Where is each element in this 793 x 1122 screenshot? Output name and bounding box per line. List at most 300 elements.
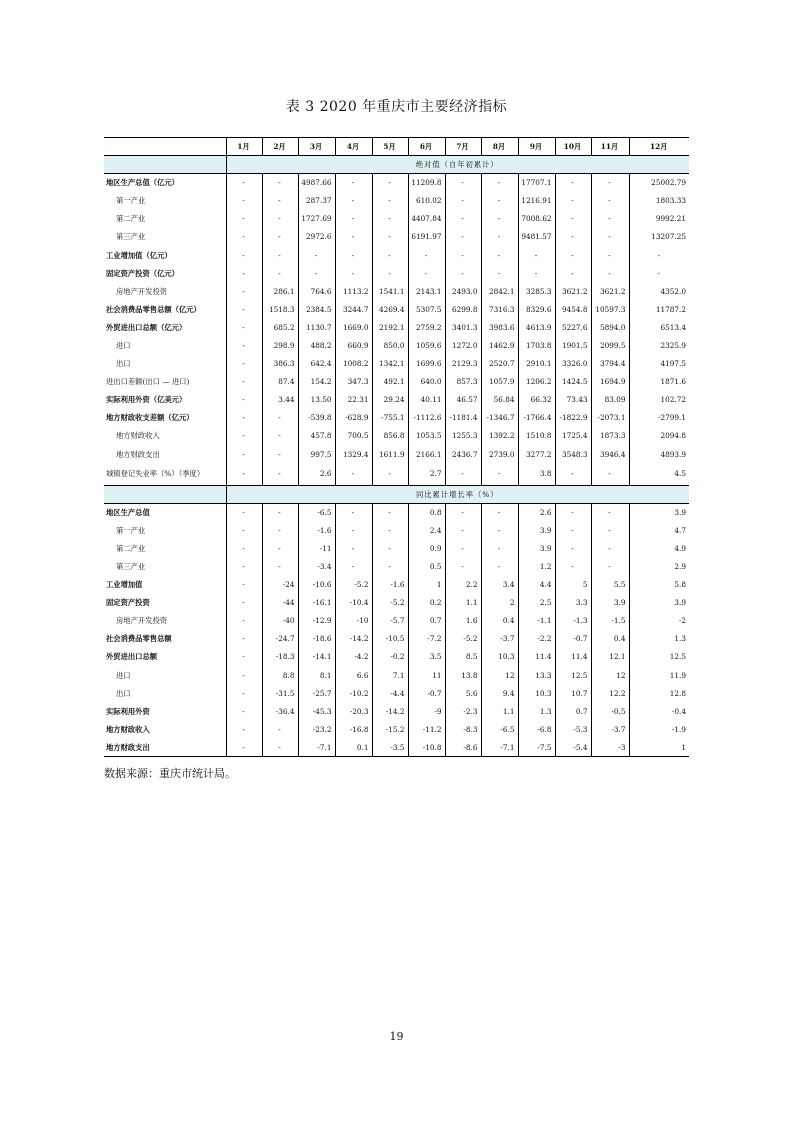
- value-cell: -16.8: [335, 720, 372, 738]
- value-cell: -: [555, 463, 591, 485]
- value-cell: 6299.8: [445, 300, 481, 318]
- value-cell: 1.6: [445, 612, 481, 630]
- value-cell: 6191.97: [408, 228, 445, 246]
- table-row: [104, 684, 689, 702]
- value-cell: -7.1: [481, 738, 518, 756]
- table-row: [104, 246, 689, 264]
- value-cell: -: [445, 521, 481, 539]
- value-cell: -10.8: [408, 738, 445, 756]
- value-cell: 10.3: [518, 684, 555, 702]
- value-cell: 4.9: [674, 543, 686, 553]
- value-cell: 3.44: [262, 391, 298, 409]
- value-cell: 0.7: [555, 702, 591, 720]
- value-cell: 1873.3: [591, 427, 629, 445]
- value-cell: -10: [335, 612, 372, 630]
- value-cell: -: [481, 521, 518, 539]
- value-cell: 4.5: [674, 469, 686, 479]
- table-row: [104, 336, 689, 354]
- value-cell: 7008.62: [518, 210, 555, 228]
- value-cell: -16.1: [298, 594, 335, 612]
- value-cell: 1703.8: [518, 336, 555, 354]
- value-cell: -2: [678, 616, 686, 626]
- value-cell: 9992.21: [655, 214, 686, 224]
- value-cell: 1725.4: [555, 427, 591, 445]
- value-cell: -1112.6: [408, 409, 445, 427]
- value-cell: 1510.8: [518, 427, 555, 445]
- value-cell: 5: [555, 576, 591, 594]
- value-cell: 1694.9: [591, 373, 629, 391]
- value-cell: -14.1: [298, 648, 335, 666]
- value-cell: 3.5: [408, 648, 445, 666]
- value-cell: 66.32: [518, 391, 555, 409]
- value-cell: -: [226, 355, 262, 373]
- value-cell: 857.3: [445, 373, 481, 391]
- row-label: 进出口差额(出口 — 进口): [104, 373, 226, 391]
- value-cell: -: [481, 174, 518, 192]
- value-cell: -: [262, 246, 298, 264]
- value-cell: 1.2: [518, 557, 555, 575]
- value-cell: 4.4: [518, 576, 555, 594]
- table-row: [104, 666, 689, 684]
- economic-indicators-table: [104, 137, 689, 757]
- value-cell: 8.1: [298, 666, 335, 684]
- value-cell: -7.5: [518, 738, 555, 756]
- value-cell: 3548.3: [555, 445, 591, 463]
- table-row: [104, 174, 689, 192]
- value-cell: 1.3: [518, 702, 555, 720]
- row-label: 第二产业: [104, 210, 226, 228]
- value-cell: -: [372, 174, 408, 192]
- value-cell: 492.1: [372, 373, 408, 391]
- value-cell: -: [262, 539, 298, 557]
- value-cell: -2.2: [518, 630, 555, 648]
- value-cell: -: [408, 264, 445, 282]
- value-cell: 12.1: [591, 648, 629, 666]
- value-cell: 13.8: [445, 666, 481, 684]
- value-cell: 1053.5: [408, 427, 445, 445]
- row-label: 第二产业: [104, 539, 226, 557]
- value-cell: -9: [408, 702, 445, 720]
- row-label: 地方财政收入: [104, 720, 226, 738]
- value-cell: 6513.4: [660, 322, 686, 332]
- row-label: 外贸进出口总额: [104, 648, 226, 666]
- value-cell: 764.6: [298, 282, 335, 300]
- value-cell: 856.8: [372, 427, 408, 445]
- value-cell: -: [226, 210, 262, 228]
- value-cell: -: [408, 246, 445, 264]
- value-cell: -: [262, 264, 298, 282]
- row-label: 固定资产投资（亿元）: [104, 264, 226, 282]
- value-cell: -2073.1: [591, 409, 629, 427]
- section-title: 同比累计增长率（%）: [226, 485, 689, 503]
- value-cell: 3.9: [518, 521, 555, 539]
- header-month-cell: 9月: [518, 138, 555, 156]
- value-cell: -: [445, 228, 481, 246]
- value-cell: -: [226, 318, 262, 336]
- value-cell: -45.3: [298, 702, 335, 720]
- value-cell: 2910.1: [518, 355, 555, 373]
- table-title: 表 3 2020 年重庆市主要经济指标: [285, 99, 508, 115]
- value-cell: -: [372, 210, 408, 228]
- value-cell: 3285.3: [518, 282, 555, 300]
- value-cell: -36.4: [262, 702, 298, 720]
- value-cell: -755.1: [372, 409, 408, 427]
- value-cell: -: [657, 268, 660, 278]
- value-cell: -1.1: [518, 612, 555, 630]
- value-cell: -: [555, 503, 591, 521]
- value-cell: 1518.3: [262, 300, 298, 318]
- value-cell: 1216.91: [518, 192, 555, 210]
- value-cell: -: [657, 250, 660, 260]
- value-cell: 1.1: [445, 594, 481, 612]
- value-cell: -: [335, 521, 372, 539]
- value-cell: -: [226, 666, 262, 684]
- value-cell: 2842.1: [481, 282, 518, 300]
- table-row: [104, 612, 689, 630]
- value-cell: -: [226, 630, 262, 648]
- value-cell: 10.3: [481, 648, 518, 666]
- value-cell: -628.9: [335, 409, 372, 427]
- value-cell: 1611.9: [372, 445, 408, 463]
- table-row: [104, 521, 689, 539]
- value-cell: -0.7: [408, 684, 445, 702]
- value-cell: -: [335, 539, 372, 557]
- value-cell: -: [445, 210, 481, 228]
- value-cell: -: [335, 503, 372, 521]
- value-cell: -: [591, 264, 629, 282]
- value-cell: 286.1: [262, 282, 298, 300]
- value-cell: 3326.0: [555, 355, 591, 373]
- table-row: [104, 300, 689, 318]
- value-cell: -4.2: [335, 648, 372, 666]
- value-cell: 7.1: [372, 666, 408, 684]
- value-cell: 11209.8: [408, 174, 445, 192]
- value-cell: -3.7: [481, 630, 518, 648]
- value-cell: 1727.69: [298, 210, 335, 228]
- value-cell: -18.3: [262, 648, 298, 666]
- value-cell: -: [226, 445, 262, 463]
- value-cell: -: [226, 174, 262, 192]
- row-label: 出口: [104, 684, 226, 702]
- value-cell: 3983.6: [481, 318, 518, 336]
- value-cell: -20.3: [335, 702, 372, 720]
- value-cell: -: [226, 612, 262, 630]
- table-row: [104, 503, 689, 521]
- value-cell: 1.3: [674, 634, 686, 644]
- row-label: 第一产业: [104, 521, 226, 539]
- value-cell: 1424.5: [555, 373, 591, 391]
- value-cell: -3: [591, 738, 629, 756]
- value-cell: -8.6: [445, 738, 481, 756]
- value-cell: -2.3: [445, 702, 481, 720]
- value-cell: -: [445, 246, 481, 264]
- value-cell: 660.9: [335, 336, 372, 354]
- value-cell: 1803.33: [655, 196, 686, 206]
- value-cell: -5.4: [555, 738, 591, 756]
- value-cell: -: [518, 246, 555, 264]
- table-row: [104, 427, 689, 445]
- row-label: 实际利用外资（亿美元）: [104, 391, 226, 409]
- value-cell: -: [591, 463, 629, 485]
- value-cell: -: [226, 521, 262, 539]
- value-cell: 0.1: [335, 738, 372, 756]
- row-label: 第一产业: [104, 192, 226, 210]
- row-label: 第三产业: [104, 228, 226, 246]
- value-cell: -: [481, 264, 518, 282]
- value-cell: 7316.3: [481, 300, 518, 318]
- value-cell: -3.4: [298, 557, 335, 575]
- value-cell: -: [335, 174, 372, 192]
- value-cell: 1901.5: [555, 336, 591, 354]
- value-cell: -: [555, 246, 591, 264]
- value-cell: 4613.9: [518, 318, 555, 336]
- value-cell: -5.3: [555, 720, 591, 738]
- value-cell: 9454.8: [555, 300, 591, 318]
- value-cell: 11787.2: [655, 304, 686, 314]
- value-cell: 12: [591, 666, 629, 684]
- value-cell: 1329.4: [335, 445, 372, 463]
- value-cell: -: [226, 539, 262, 557]
- table-row: [104, 539, 689, 557]
- value-cell: -14.2: [335, 630, 372, 648]
- table-row: [104, 594, 689, 612]
- value-cell: -23.2: [298, 720, 335, 738]
- row-label: 房地产开发投资: [104, 612, 226, 630]
- value-cell: 11.9: [669, 670, 686, 680]
- value-cell: 10597.3: [591, 300, 629, 318]
- row-label: 进口: [104, 666, 226, 684]
- value-cell: 0.4: [591, 630, 629, 648]
- value-cell: 5307.5: [408, 300, 445, 318]
- value-cell: -1822.9: [555, 409, 591, 427]
- header-month-cell: 1月: [226, 138, 262, 156]
- row-label: 社会消费品零售总额: [104, 630, 226, 648]
- table-row: [104, 720, 689, 738]
- value-cell: -5.2: [335, 576, 372, 594]
- value-cell: 2192.1: [372, 318, 408, 336]
- value-cell: -7.2: [408, 630, 445, 648]
- value-cell: 10.7: [555, 684, 591, 702]
- value-cell: -: [481, 539, 518, 557]
- value-cell: -1.5: [591, 612, 629, 630]
- value-cell: 4352.0: [660, 286, 686, 296]
- value-cell: -: [445, 174, 481, 192]
- row-label: 地方财政收入: [104, 427, 226, 445]
- value-cell: -1346.7: [481, 409, 518, 427]
- header-label-cell: [104, 138, 226, 156]
- value-cell: -: [481, 463, 518, 485]
- value-cell: -40: [262, 612, 298, 630]
- value-cell: -: [262, 503, 298, 521]
- value-cell: 0.5: [408, 557, 445, 575]
- header-month-cell: 12月: [629, 138, 689, 156]
- value-cell: 4893.9: [660, 449, 686, 459]
- value-cell: -2799.1: [658, 413, 686, 423]
- table-row: [104, 210, 689, 228]
- page-number: 19: [389, 1030, 404, 1043]
- value-cell: -: [591, 192, 629, 210]
- table-row: [104, 355, 689, 373]
- header-month-cell: 4月: [335, 138, 372, 156]
- value-cell: -10.5: [372, 630, 408, 648]
- value-cell: -: [555, 264, 591, 282]
- value-cell: -: [226, 373, 262, 391]
- value-cell: 0.4: [481, 612, 518, 630]
- value-cell: -: [445, 557, 481, 575]
- value-cell: 2129.3: [445, 355, 481, 373]
- value-cell: 298.9: [262, 336, 298, 354]
- value-cell: -10.4: [335, 594, 372, 612]
- value-cell: -: [226, 557, 262, 575]
- value-cell: -: [226, 192, 262, 210]
- value-cell: 3.9: [674, 507, 686, 517]
- value-cell: -6.8: [518, 720, 555, 738]
- value-cell: 4.7: [674, 525, 686, 535]
- value-cell: -: [372, 539, 408, 557]
- value-cell: -: [481, 503, 518, 521]
- value-cell: 347.3: [335, 373, 372, 391]
- table-row: [104, 463, 689, 485]
- value-cell: -: [445, 192, 481, 210]
- table-header-row: [104, 138, 689, 156]
- value-cell: -: [481, 192, 518, 210]
- value-cell: 83.09: [591, 391, 629, 409]
- value-cell: -: [372, 463, 408, 485]
- value-cell: -3.5: [372, 738, 408, 756]
- value-cell: 1541.1: [372, 282, 408, 300]
- value-cell: -1.6: [298, 521, 335, 539]
- value-cell: 3.3: [555, 594, 591, 612]
- row-label: 实际利用外资: [104, 702, 226, 720]
- value-cell: 4987.66: [298, 174, 335, 192]
- table-row: [104, 318, 689, 336]
- value-cell: -24: [262, 576, 298, 594]
- row-label: 进口: [104, 336, 226, 354]
- value-cell: 2.6: [298, 463, 335, 485]
- value-cell: 457.8: [298, 427, 335, 445]
- value-cell: 1206.2: [518, 373, 555, 391]
- value-cell: -5.7: [372, 612, 408, 630]
- value-cell: -: [262, 521, 298, 539]
- value-cell: -1.6: [372, 576, 408, 594]
- value-cell: -: [226, 246, 262, 264]
- table-row: [104, 264, 689, 282]
- value-cell: -: [262, 228, 298, 246]
- value-cell: -: [445, 264, 481, 282]
- value-cell: 3244.7: [335, 300, 372, 318]
- value-cell: 46.57: [445, 391, 481, 409]
- value-cell: -: [445, 463, 481, 485]
- value-cell: 2493.0: [445, 282, 481, 300]
- value-cell: 8.5: [445, 648, 481, 666]
- value-cell: -: [226, 264, 262, 282]
- value-cell: 610.02: [408, 192, 445, 210]
- value-cell: 850.0: [372, 336, 408, 354]
- value-cell: -8.3: [445, 720, 481, 738]
- value-cell: 13.3: [518, 666, 555, 684]
- value-cell: -11.2: [408, 720, 445, 738]
- value-cell: -1.9: [671, 724, 686, 734]
- table-row: [104, 557, 689, 575]
- value-cell: -: [262, 463, 298, 485]
- value-cell: 40.11: [408, 391, 445, 409]
- value-cell: 1255.3: [445, 427, 481, 445]
- row-label: 地区生产总值（亿元）: [104, 174, 226, 192]
- table-row: [104, 282, 689, 300]
- value-cell: -: [481, 557, 518, 575]
- row-label: 工业增加值（亿元）: [104, 246, 226, 264]
- value-cell: -: [445, 539, 481, 557]
- value-cell: 2099.5: [591, 336, 629, 354]
- value-cell: -: [335, 264, 372, 282]
- value-cell: 4269.4: [372, 300, 408, 318]
- value-cell: -: [591, 539, 629, 557]
- value-cell: 1669.0: [335, 318, 372, 336]
- row-label: 社会消费品零售总额（亿元）: [104, 300, 226, 318]
- value-cell: -1.3: [555, 612, 591, 630]
- value-cell: 1113.2: [335, 282, 372, 300]
- value-cell: -0.7: [555, 630, 591, 648]
- value-cell: -6.5: [298, 503, 335, 521]
- value-cell: 1059.6: [408, 336, 445, 354]
- value-cell: 1342.1: [372, 355, 408, 373]
- value-cell: -: [298, 264, 335, 282]
- value-cell: 12.8: [669, 688, 686, 698]
- value-cell: -31.5: [262, 684, 298, 702]
- value-cell: 1699.6: [408, 355, 445, 373]
- value-cell: 0.8: [408, 503, 445, 521]
- row-label: 房地产开发投资: [104, 282, 226, 300]
- value-cell: -: [372, 192, 408, 210]
- table-row: [104, 391, 689, 409]
- value-cell: -18.6: [298, 630, 335, 648]
- value-cell: 3.8: [518, 463, 555, 485]
- value-cell: -10.6: [298, 576, 335, 594]
- section-title: 绝对值（自年初累计）: [226, 156, 689, 174]
- value-cell: -: [518, 264, 555, 282]
- value-cell: -0.4: [671, 706, 686, 716]
- table-row: [104, 702, 689, 720]
- value-cell: 287.37: [298, 192, 335, 210]
- value-cell: -: [591, 503, 629, 521]
- row-label: 地方财政支出: [104, 738, 226, 756]
- row-label: 工业增加值: [104, 576, 226, 594]
- value-cell: -10.2: [335, 684, 372, 702]
- value-cell: -: [335, 228, 372, 246]
- value-cell: 1: [408, 576, 445, 594]
- value-cell: 1272.0: [445, 336, 481, 354]
- value-cell: -: [226, 463, 262, 485]
- value-cell: 5.6: [445, 684, 481, 702]
- table-row: [104, 648, 689, 666]
- row-label: 出口: [104, 355, 226, 373]
- value-cell: -: [226, 409, 262, 427]
- value-cell: 997.5: [298, 445, 335, 463]
- value-cell: -44: [262, 594, 298, 612]
- value-cell: 12.2: [591, 684, 629, 702]
- table-row: [104, 738, 689, 756]
- value-cell: 11: [408, 666, 445, 684]
- value-cell: 73.43: [555, 391, 591, 409]
- value-cell: 4407.84: [408, 210, 445, 228]
- section-empty-cell: [104, 485, 226, 503]
- value-cell: 8329.6: [518, 300, 555, 318]
- table-row: [104, 630, 689, 648]
- value-cell: 3621.2: [591, 282, 629, 300]
- value-cell: 5894.0: [591, 318, 629, 336]
- value-cell: 102.72: [660, 395, 686, 405]
- value-cell: 2166.1: [408, 445, 445, 463]
